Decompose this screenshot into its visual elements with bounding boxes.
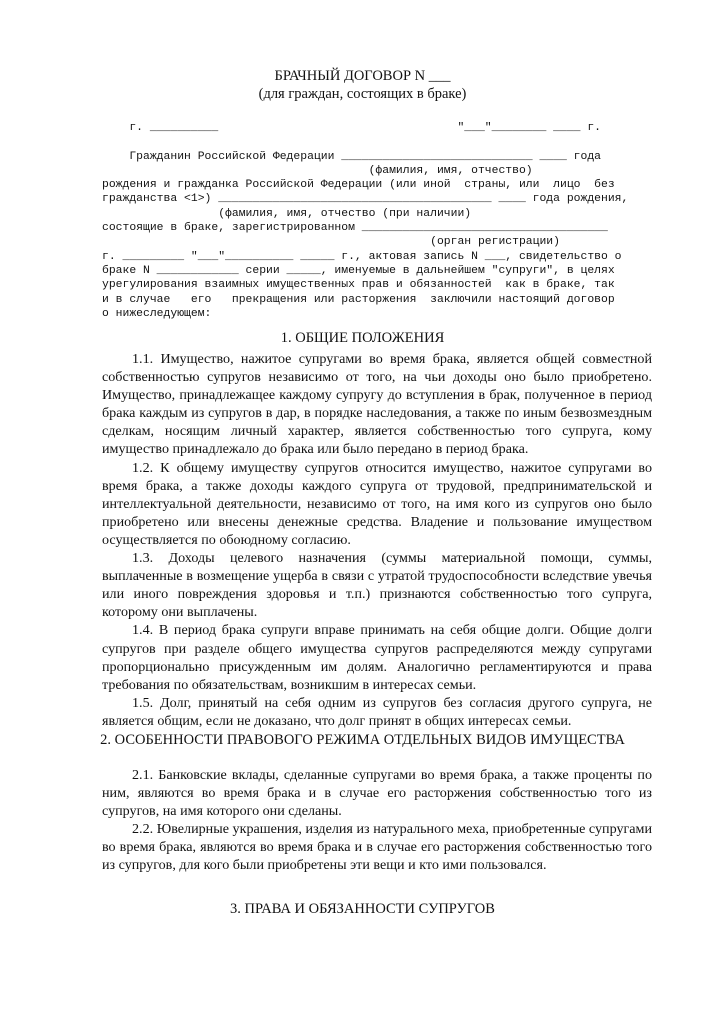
preamble-line: и в случае его прекращения или расторжения заключили настоящий договор (102, 293, 615, 306)
section-body-property-regime (102, 766, 652, 875)
preamble-line: урегулирования взаимных имущественных прав и обязанностей как в браке, так (102, 279, 615, 292)
preamble-block (102, 121, 628, 321)
section-heading-general: 1. ОБЩИЕ ПОЛОЖЕНИЯ (280, 330, 445, 346)
section-heading-rights: 3. ПРАВА И ОБЯЗАННОСТИ СУПРУГОВ (230, 901, 495, 917)
document-subtitle: (для граждан, состоящих в браке) (258, 86, 467, 102)
paragraph-2-2: 2.2. Ювелирные украшения, изделия из натурального меха, приобретенные супругами во время брака, являются во время брака и в случае его расторжения собственностью того из супругов, для кого были приобретены эти вещи и кто ими пользовался. (102, 821, 652, 874)
preamble-line: рождения и гражданка Российской Федерации (или иной страны, или лицо без (102, 179, 615, 192)
preamble-line: (орган регистрации) (102, 236, 560, 249)
paragraph-1-5: 1.5. Долг, принятый на себя одним из супругов без согласия другого супруга, не является общим, если не доказано, что долг принят в общих интересах семьи. (102, 694, 652, 729)
preamble-line: Гражданин Российской Федерации ____________________________ ____ года (102, 150, 601, 163)
paragraph-1-4: 1.4. В период брака супруги вправе принимать на себя общие долги. Общие долги супругов при разделе общего имущества супругов распределяются между супругами пропорционально присужденным им долям. Аналогично регламентируются и права требования по обязательствам, возникшим в интересах семьи. (102, 622, 652, 693)
preamble-line: гражданства <1>) ________________________________________ ____ года рождения, (102, 193, 629, 206)
document-title: БРАЧНЫЙ ДОГОВОР N ___ (274, 68, 451, 84)
paragraph-1-2: 1.2. К общему имуществу супругов относится имущество, нажитое супругами во время брака, а также доходы каждого супруга от трудовой, предпринимательской и интеллектуальной деятельности, независимо от того, на имя кого из супругов оно было приобретено или внесены денежные средства. Владение и пользование имуществом осуществляется по обоюдному согласию. (102, 459, 652, 548)
preamble-line: г. __________ "___"________ ____ г. (102, 122, 601, 134)
paragraph-1-3: 1.3. Доходы целевого назначения (суммы материальной помощи, суммы, выплаченные в возмещение ущерба в связи с утратой трудоспособности вследствие увечья или иного повреждения здоровья и т.п.) признаются собственностью того супруга, которому они выплачены. (102, 550, 652, 621)
paragraph-2-1: 2.1. Банковские вклады, сделанные супругами во время брака, а также проценты по ним, являются во время брака и в случае его расторжения собственностью того из супругов, на имя которого они сделаны. (102, 767, 652, 820)
section-heading-property-regime: 2. ОСОБЕННОСТИ ПРАВОВОГО РЕЖИМА ОТДЕЛЬНЫХ ВИДОВ ИМУЩЕСТВА (100, 732, 625, 748)
preamble-line: о нижеследующем: (102, 307, 212, 320)
preamble-line: состоящие в браке, зарегистрированном ____________________________________ (102, 222, 608, 235)
section-body-general (102, 350, 652, 730)
preamble-line: (фамилия, имя, отчество) (102, 164, 533, 177)
preamble-line: (фамилия, имя, отчество (при наличии) (102, 207, 472, 220)
paragraph-1-1: 1.1. Имущество, нажитое супругами во время брака, является общей совместной собственностью супругов независимо от того, на чьи доходы оно было приобретено. Имущество, принадлежащее каждому супругу до вступления в брак, полученное в период брака каждым из супругов в дар, в порядке наследования, а также по иным безвозмездным сделкам, носящим личный характер, является собственностью того супруга, кому имущество принадлежало до брака или было передано в период брака. (102, 351, 652, 458)
preamble-line: браке N ____________ серии _____, именуемые в дальнейшем "супруги", в целях (102, 264, 615, 277)
preamble-line: г. _________ "___"__________ _____ г., актовая запись N ___, свидетельство о (102, 250, 622, 263)
